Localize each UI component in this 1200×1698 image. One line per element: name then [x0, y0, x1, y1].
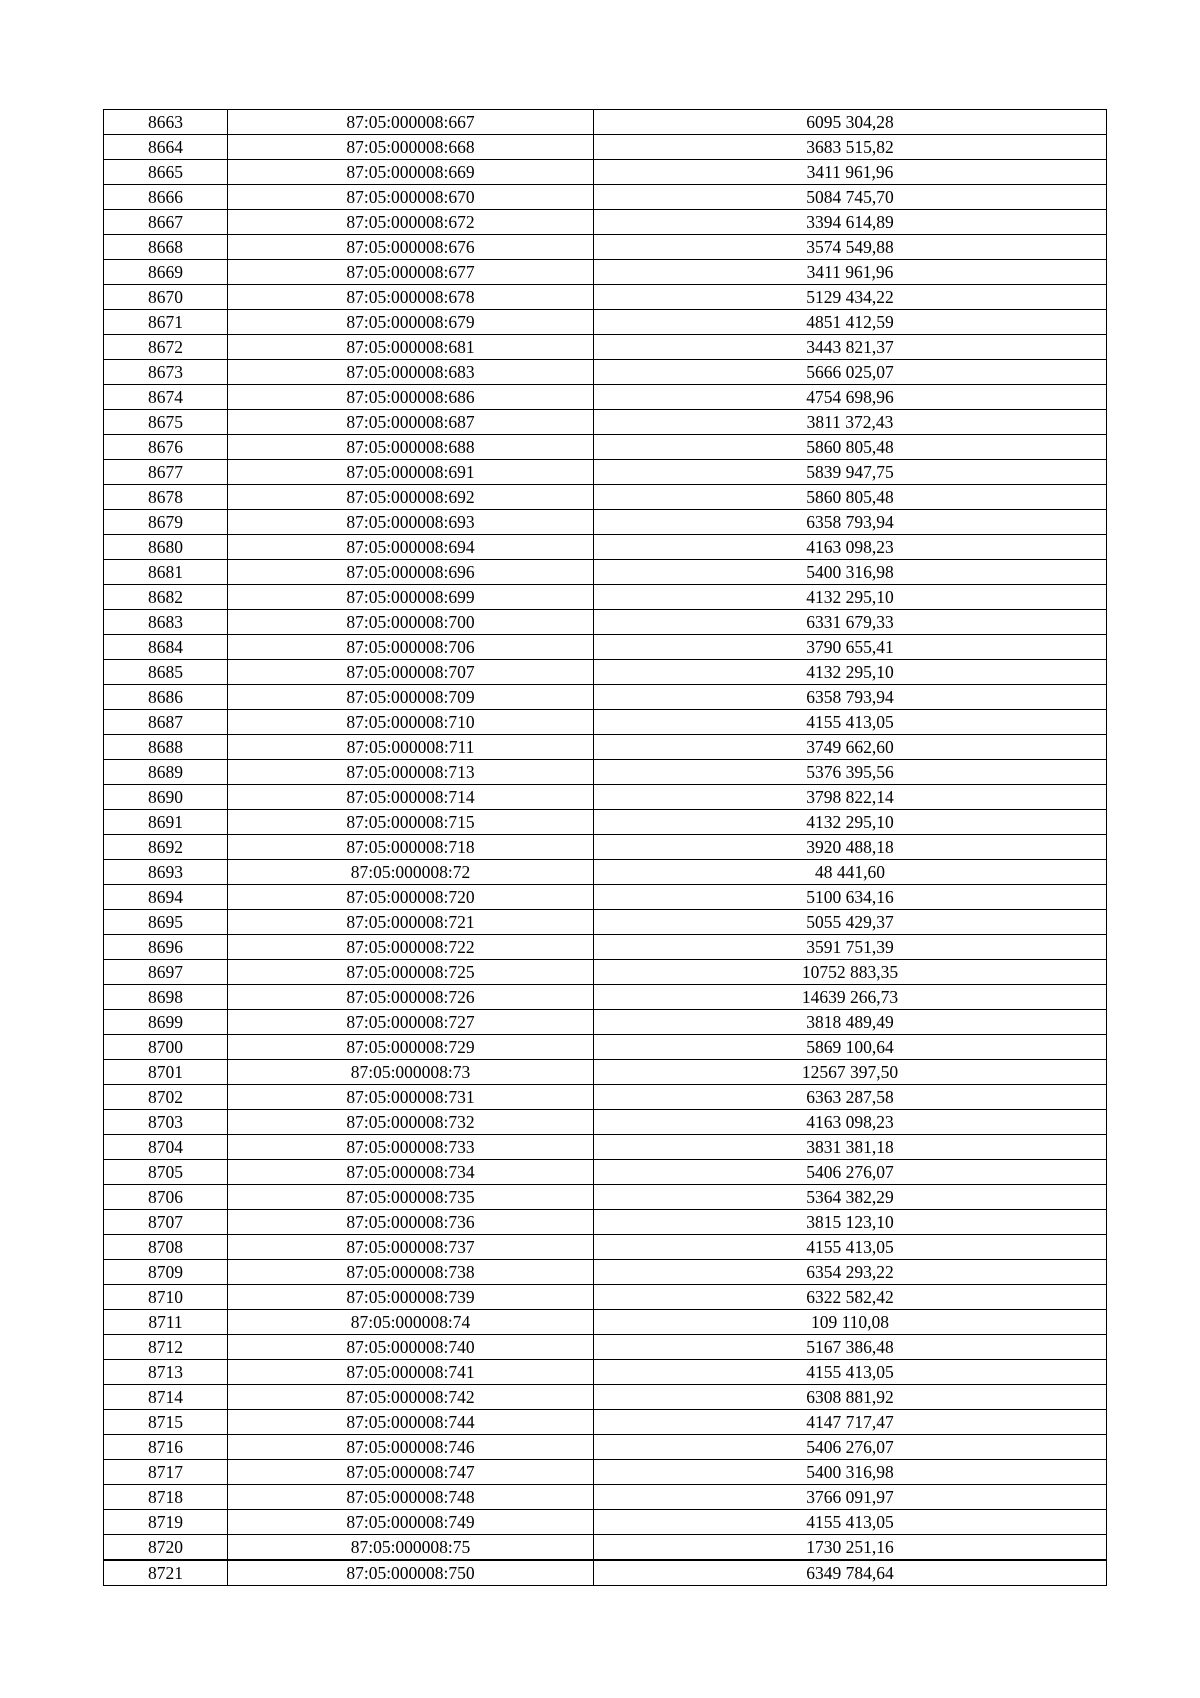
table-row [104, 285, 1107, 310]
cadastral-number-cell: 87:05:000008:726 [228, 985, 594, 1010]
table-row [104, 135, 1107, 160]
cadastral-value-cell: 3749 662,60 [594, 735, 1107, 760]
cadastral-number-cell: 87:05:000008:709 [228, 685, 594, 710]
row-number-cell: 8703 [104, 1110, 228, 1135]
row-number-cell: 8712 [104, 1335, 228, 1360]
cadastral-value-cell: 6331 679,33 [594, 610, 1107, 635]
row-number-cell: 8699 [104, 1010, 228, 1035]
row-number-cell: 8706 [104, 1185, 228, 1210]
cadastral-number-cell: 87:05:000008:714 [228, 785, 594, 810]
cadastral-value-cell: 4754 698,96 [594, 385, 1107, 410]
cadastral-number-cell: 87:05:000008:713 [228, 760, 594, 785]
cadastral-number-cell: 87:05:000008:750 [228, 1560, 594, 1586]
table-row [104, 810, 1107, 835]
cadastral-number-cell: 87:05:000008:738 [228, 1260, 594, 1285]
table-row [104, 1185, 1107, 1210]
table-row [104, 310, 1107, 335]
row-number-cell: 8719 [104, 1510, 228, 1535]
row-number-cell: 8683 [104, 610, 228, 635]
cadastral-number-cell: 87:05:000008:706 [228, 635, 594, 660]
cadastral-number-cell: 87:05:000008:735 [228, 1185, 594, 1210]
table-row [104, 1410, 1107, 1435]
row-number-cell: 8685 [104, 660, 228, 685]
table-row [104, 1110, 1107, 1135]
table-row [104, 860, 1107, 885]
table-row [104, 360, 1107, 385]
row-number-cell: 8673 [104, 360, 228, 385]
row-number-cell: 8676 [104, 435, 228, 460]
cadastral-value-cell: 3574 549,88 [594, 235, 1107, 260]
cadastral-value-cell: 5100 634,16 [594, 885, 1107, 910]
table-row [104, 210, 1107, 235]
cadastral-value-cell: 14639 266,73 [594, 985, 1107, 1010]
row-number-cell: 8687 [104, 710, 228, 735]
table-row [104, 835, 1107, 860]
cadastral-number-cell: 87:05:000008:692 [228, 485, 594, 510]
row-number-cell: 8695 [104, 910, 228, 935]
cadastral-number-cell: 87:05:000008:711 [228, 735, 594, 760]
cadastral-value-cell: 4851 412,59 [594, 310, 1107, 335]
cadastral-number-cell: 87:05:000008:732 [228, 1110, 594, 1135]
row-number-cell: 8678 [104, 485, 228, 510]
cadastral-value-cell: 5055 429,37 [594, 910, 1107, 935]
row-number-cell: 8690 [104, 785, 228, 810]
cadastral-number-cell: 87:05:000008:686 [228, 385, 594, 410]
cadastral-value-cell: 5666 025,07 [594, 360, 1107, 385]
row-number-cell: 8666 [104, 185, 228, 210]
table-row [104, 335, 1107, 360]
row-number-cell: 8681 [104, 560, 228, 585]
cadastral-number-cell: 87:05:000008:722 [228, 935, 594, 960]
cadastral-value-table [103, 109, 1107, 1586]
cadastral-value-cell: 3683 515,82 [594, 135, 1107, 160]
row-number-cell: 8714 [104, 1385, 228, 1410]
cadastral-number-cell: 87:05:000008:678 [228, 285, 594, 310]
table-row [104, 1260, 1107, 1285]
table-row [104, 1285, 1107, 1310]
cadastral-number-cell: 87:05:000008:744 [228, 1410, 594, 1435]
row-number-cell: 8710 [104, 1285, 228, 1310]
row-number-cell: 8674 [104, 385, 228, 410]
cadastral-value-cell: 6358 793,94 [594, 685, 1107, 710]
cadastral-value-cell: 5129 434,22 [594, 285, 1107, 310]
cadastral-number-cell: 87:05:000008:700 [228, 610, 594, 635]
cadastral-value-cell: 5839 947,75 [594, 460, 1107, 485]
table-row [104, 1560, 1107, 1586]
table-row [104, 610, 1107, 635]
row-number-cell: 8716 [104, 1435, 228, 1460]
row-number-cell: 8701 [104, 1060, 228, 1085]
cadastral-value-cell: 109 110,08 [594, 1310, 1107, 1335]
table-row [104, 235, 1107, 260]
table-row [104, 1135, 1107, 1160]
cadastral-value-cell: 5400 316,98 [594, 560, 1107, 585]
table-row [104, 1235, 1107, 1260]
row-number-cell: 8713 [104, 1360, 228, 1385]
table-row [104, 185, 1107, 210]
row-number-cell: 8686 [104, 685, 228, 710]
cadastral-number-cell: 87:05:000008:747 [228, 1460, 594, 1485]
cadastral-number-cell: 87:05:000008:691 [228, 460, 594, 485]
table-row [104, 410, 1107, 435]
table-row [104, 110, 1107, 135]
cadastral-number-cell: 87:05:000008:740 [228, 1335, 594, 1360]
cadastral-value-cell: 3811 372,43 [594, 410, 1107, 435]
row-number-cell: 8691 [104, 810, 228, 835]
row-number-cell: 8667 [104, 210, 228, 235]
row-number-cell: 8720 [104, 1535, 228, 1561]
cadastral-value-cell: 12567 397,50 [594, 1060, 1107, 1085]
table-row [104, 760, 1107, 785]
cadastral-value-cell: 4155 413,05 [594, 1510, 1107, 1535]
row-number-cell: 8715 [104, 1410, 228, 1435]
cadastral-value-cell: 6308 881,92 [594, 1385, 1107, 1410]
cadastral-value-cell: 6363 287,58 [594, 1085, 1107, 1110]
row-number-cell: 8718 [104, 1485, 228, 1510]
table-row [104, 1510, 1107, 1535]
cadastral-value-cell: 3815 123,10 [594, 1210, 1107, 1235]
cadastral-value-cell: 4155 413,05 [594, 710, 1107, 735]
cadastral-number-cell: 87:05:000008:739 [228, 1285, 594, 1310]
row-number-cell: 8694 [104, 885, 228, 910]
table-row [104, 1385, 1107, 1410]
cadastral-number-cell: 87:05:000008:669 [228, 160, 594, 185]
table-row [104, 460, 1107, 485]
cadastral-number-cell: 87:05:000008:749 [228, 1510, 594, 1535]
cadastral-value-cell: 6322 582,42 [594, 1285, 1107, 1310]
cadastral-value-cell: 5376 395,56 [594, 760, 1107, 785]
table-row [104, 435, 1107, 460]
row-number-cell: 8692 [104, 835, 228, 860]
table-row [104, 1060, 1107, 1085]
cadastral-number-cell: 87:05:000008:742 [228, 1385, 594, 1410]
cadastral-number-cell: 87:05:000008:672 [228, 210, 594, 235]
table-row [104, 510, 1107, 535]
cadastral-number-cell: 87:05:000008:73 [228, 1060, 594, 1085]
table-row [104, 735, 1107, 760]
cadastral-number-cell: 87:05:000008:725 [228, 960, 594, 985]
cadastral-value-cell: 10752 883,35 [594, 960, 1107, 985]
table-row [104, 935, 1107, 960]
table-row [104, 1310, 1107, 1335]
row-number-cell: 8688 [104, 735, 228, 760]
table-row [104, 1010, 1107, 1035]
row-number-cell: 8705 [104, 1160, 228, 1185]
table-row [104, 685, 1107, 710]
table-row [104, 1035, 1107, 1060]
row-number-cell: 8693 [104, 860, 228, 885]
row-number-cell: 8672 [104, 335, 228, 360]
cadastral-value-cell: 4155 413,05 [594, 1235, 1107, 1260]
row-number-cell: 8717 [104, 1460, 228, 1485]
row-number-cell: 8704 [104, 1135, 228, 1160]
table-row [104, 960, 1107, 985]
table-row [104, 985, 1107, 1010]
table-row [104, 660, 1107, 685]
table-row [104, 585, 1107, 610]
cadastral-value-cell: 6354 293,22 [594, 1260, 1107, 1285]
table-row [104, 485, 1107, 510]
cadastral-value-cell: 3818 489,49 [594, 1010, 1107, 1035]
cadastral-value-cell: 4132 295,10 [594, 810, 1107, 835]
cadastral-number-cell: 87:05:000008:707 [228, 660, 594, 685]
cadastral-number-cell: 87:05:000008:693 [228, 510, 594, 535]
cadastral-number-cell: 87:05:000008:694 [228, 535, 594, 560]
cadastral-number-cell: 87:05:000008:677 [228, 260, 594, 285]
cadastral-value-cell: 5406 276,07 [594, 1160, 1107, 1185]
cadastral-value-cell: 5400 316,98 [594, 1460, 1107, 1485]
row-number-cell: 8702 [104, 1085, 228, 1110]
row-number-cell: 8697 [104, 960, 228, 985]
cadastral-number-cell: 87:05:000008:729 [228, 1035, 594, 1060]
table-row [104, 1335, 1107, 1360]
row-number-cell: 8680 [104, 535, 228, 560]
row-number-cell: 8721 [104, 1560, 228, 1586]
row-number-cell: 8671 [104, 310, 228, 335]
cadastral-value-cell: 5364 382,29 [594, 1185, 1107, 1210]
row-number-cell: 8669 [104, 260, 228, 285]
cadastral-number-cell: 87:05:000008:683 [228, 360, 594, 385]
cadastral-number-cell: 87:05:000008:687 [228, 410, 594, 435]
table-row [104, 1435, 1107, 1460]
cadastral-number-cell: 87:05:000008:734 [228, 1160, 594, 1185]
row-number-cell: 8698 [104, 985, 228, 1010]
cadastral-value-cell: 3394 614,89 [594, 210, 1107, 235]
table-row [104, 1160, 1107, 1185]
table-row [104, 785, 1107, 810]
cadastral-number-cell: 87:05:000008:679 [228, 310, 594, 335]
cadastral-value-cell: 3766 091,97 [594, 1485, 1107, 1510]
row-number-cell: 8708 [104, 1235, 228, 1260]
cadastral-number-cell: 87:05:000008:688 [228, 435, 594, 460]
row-number-cell: 8675 [104, 410, 228, 435]
cadastral-number-cell: 87:05:000008:710 [228, 710, 594, 735]
row-number-cell: 8700 [104, 1035, 228, 1060]
table-row [104, 635, 1107, 660]
cadastral-number-cell: 87:05:000008:718 [228, 835, 594, 860]
cadastral-number-cell: 87:05:000008:720 [228, 885, 594, 910]
table-row [104, 1360, 1107, 1385]
row-number-cell: 8696 [104, 935, 228, 960]
cadastral-number-cell: 87:05:000008:737 [228, 1235, 594, 1260]
table-row [104, 885, 1107, 910]
table-row [104, 1535, 1107, 1561]
cadastral-value-cell: 3591 751,39 [594, 935, 1107, 960]
cadastral-number-cell: 87:05:000008:681 [228, 335, 594, 360]
table-row [104, 910, 1107, 935]
cadastral-value-cell: 4163 098,23 [594, 1110, 1107, 1135]
row-number-cell: 8689 [104, 760, 228, 785]
cadastral-value-cell: 3920 488,18 [594, 835, 1107, 860]
cadastral-value-cell: 3790 655,41 [594, 635, 1107, 660]
row-number-cell: 8670 [104, 285, 228, 310]
table-row [104, 385, 1107, 410]
table-row [104, 1210, 1107, 1235]
cadastral-value-cell: 48 441,60 [594, 860, 1107, 885]
row-number-cell: 8684 [104, 635, 228, 660]
cadastral-number-cell: 87:05:000008:670 [228, 185, 594, 210]
cadastral-number-cell: 87:05:000008:696 [228, 560, 594, 585]
row-number-cell: 8711 [104, 1310, 228, 1335]
table-row [104, 535, 1107, 560]
cadastral-number-cell: 87:05:000008:668 [228, 135, 594, 160]
cadastral-number-cell: 87:05:000008:72 [228, 860, 594, 885]
cadastral-value-cell: 3411 961,96 [594, 260, 1107, 285]
cadastral-value-cell: 4147 717,47 [594, 1410, 1107, 1435]
cadastral-number-cell: 87:05:000008:727 [228, 1010, 594, 1035]
cadastral-value-cell: 5084 745,70 [594, 185, 1107, 210]
cadastral-number-cell: 87:05:000008:736 [228, 1210, 594, 1235]
cadastral-value-cell: 5860 805,48 [594, 435, 1107, 460]
cadastral-value-cell: 6349 784,64 [594, 1560, 1107, 1586]
cadastral-value-cell: 4163 098,23 [594, 535, 1107, 560]
table-row [104, 160, 1107, 185]
row-number-cell: 8664 [104, 135, 228, 160]
cadastral-value-cell: 4132 295,10 [594, 660, 1107, 685]
cadastral-number-cell: 87:05:000008:715 [228, 810, 594, 835]
cadastral-number-cell: 87:05:000008:733 [228, 1135, 594, 1160]
row-number-cell: 8709 [104, 1260, 228, 1285]
cadastral-number-cell: 87:05:000008:741 [228, 1360, 594, 1385]
cadastral-value-cell: 1730 251,16 [594, 1535, 1107, 1561]
cadastral-value-cell: 6095 304,28 [594, 110, 1107, 135]
row-number-cell: 8677 [104, 460, 228, 485]
cadastral-value-cell: 3831 381,18 [594, 1135, 1107, 1160]
table-body [104, 110, 1107, 1586]
cadastral-value-cell: 4155 413,05 [594, 1360, 1107, 1385]
cadastral-number-cell: 87:05:000008:74 [228, 1310, 594, 1335]
cadastral-value-cell: 5860 805,48 [594, 485, 1107, 510]
row-number-cell: 8663 [104, 110, 228, 135]
table-row [104, 1485, 1107, 1510]
cadastral-number-cell: 87:05:000008:731 [228, 1085, 594, 1110]
cadastral-number-cell: 87:05:000008:746 [228, 1435, 594, 1460]
table-row [104, 710, 1107, 735]
table-row [104, 560, 1107, 585]
cadastral-value-cell: 6358 793,94 [594, 510, 1107, 535]
row-number-cell: 8707 [104, 1210, 228, 1235]
cadastral-value-cell: 4132 295,10 [594, 585, 1107, 610]
cadastral-number-cell: 87:05:000008:721 [228, 910, 594, 935]
row-number-cell: 8679 [104, 510, 228, 535]
cadastral-value-cell: 3411 961,96 [594, 160, 1107, 185]
cadastral-number-cell: 87:05:000008:748 [228, 1485, 594, 1510]
table-row [104, 260, 1107, 285]
cadastral-value-cell: 3798 822,14 [594, 785, 1107, 810]
row-number-cell: 8682 [104, 585, 228, 610]
cadastral-value-cell: 3443 821,37 [594, 335, 1107, 360]
cadastral-number-cell: 87:05:000008:676 [228, 235, 594, 260]
cadastral-number-cell: 87:05:000008:699 [228, 585, 594, 610]
cadastral-value-cell: 5406 276,07 [594, 1435, 1107, 1460]
cadastral-value-cell: 5167 386,48 [594, 1335, 1107, 1360]
cadastral-value-cell: 5869 100,64 [594, 1035, 1107, 1060]
cadastral-number-cell: 87:05:000008:75 [228, 1535, 594, 1561]
table-row [104, 1085, 1107, 1110]
table-row [104, 1460, 1107, 1485]
row-number-cell: 8665 [104, 160, 228, 185]
cadastral-number-cell: 87:05:000008:667 [228, 110, 594, 135]
row-number-cell: 8668 [104, 235, 228, 260]
